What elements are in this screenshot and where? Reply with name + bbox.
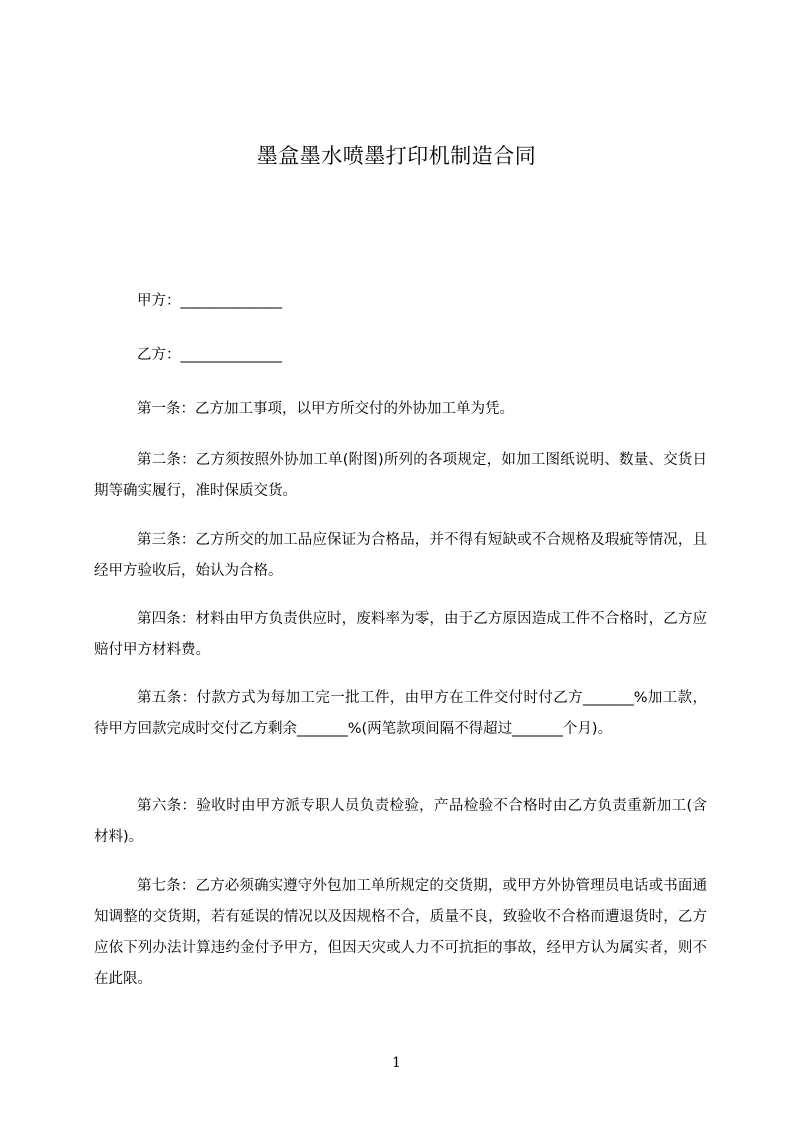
page-number: 1 [392, 1055, 401, 1071]
party-a-blank[interactable]: ______________ [180, 293, 282, 309]
party-b-blank[interactable]: ______________ [180, 347, 282, 363]
contract-title: 墨盒墨水喷墨打印机制造合同 [256, 144, 537, 168]
article-4: 第四条：材料由甲方负责供应时，废料率为零，由于乙方原因造成工件不合格时，乙方应赔付甲方材料费。 [94, 611, 707, 658]
article-1: 第一条：乙方加工事项，以甲方所交付的外协加工单为凭。 [137, 401, 514, 417]
article-2: 第二条：乙方须按照外协加工单(附图)所列的各项规定，如加工图纸说明、数量、交货日期等确实履行，准时保质交货。 [94, 452, 707, 499]
party-a-line [137, 286, 707, 317]
article-2-wrapper [94, 445, 707, 507]
article-3: 第三条：乙方所交的加工品应保证为合格品，并不得有短缺或不合规格及瑕疵等情况，且经甲方验收后，始认为合格。 [94, 532, 707, 579]
party-b-line [137, 340, 707, 371]
article-6: 第六条：验收时由甲方派专职人员负责检验，产品检验不合格时由乙方负责重新加工(含材料)。 [94, 798, 707, 845]
party-a-label: 甲方： [137, 293, 181, 309]
article-7: 第七条：乙方必须确实遵守外包加工单所规定的交货期，或甲方外协管理员电话或书面通知调整的交货期，若有延误的情况以及因规格不合，质量不良，致验收不合格而遭退货时，乙方应依下列办法计算违约金付予甲方，但因天灾或人力不可抗拒的事故，经甲方认为属实者，则不在此限。 [94, 878, 707, 987]
party-b-label: 乙方： [137, 347, 181, 363]
article-5: 第五条：付款方式为每加工完一批工件，由甲方在工件交付时付乙方_______%加工款，待甲方回款完成时交付乙方剩余_______%(两笔款项间隔不得超过_______个月)。 [94, 690, 707, 737]
